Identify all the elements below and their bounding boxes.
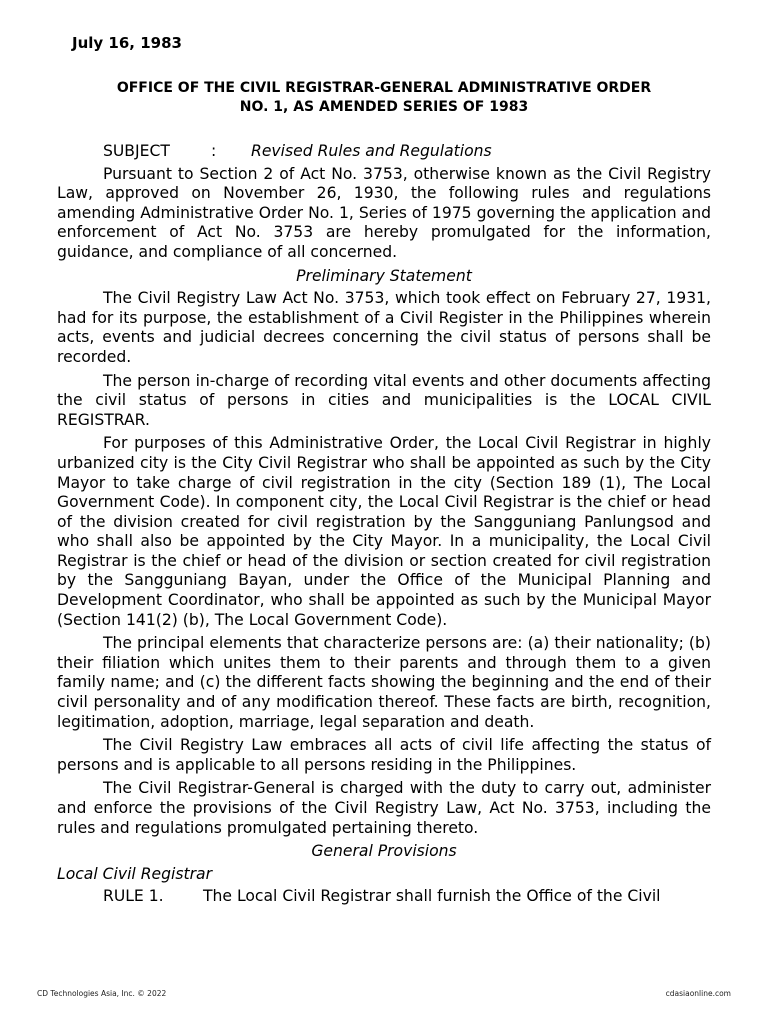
- rule-text: The Local Civil Registrar shall furnish the Office of the Civil: [203, 887, 661, 906]
- subject-label: SUBJECT: [103, 142, 170, 160]
- rule-label: RULE 1.: [103, 887, 164, 906]
- title-line-1: OFFICE OF THE CIVIL REGISTRAR-GENERAL ADMINISTRATIVE ORDER: [116, 80, 652, 96]
- heading-general-provisions: General Provisions: [311, 842, 457, 861]
- document-date: July 16, 1983: [72, 34, 182, 52]
- heading-local-civil-registrar: Local Civil Registrar: [57, 864, 212, 883]
- paragraph: The principal elements that characterize persons are: (a) their nationality; (b) their filiation which unites them to their parents and through them to a given family name; and (c) the different facts showing the beginning and the end of their civil personality and of any modification thereof. These facts are birth, recognition, legitimation, adoption, marriage, legal separation and death.: [57, 634, 711, 731]
- subject-value: Revised Rules and Regulations: [251, 142, 492, 160]
- paragraph-intro: Pursuant to Section 2 of Act No. 3753, otherwise known as the Civil Registry Law, approved on November 26, 1930, the following rules and regulations amending Administrative Order No. 1, Series of 1975 governing the application and enforcement of Act No. 3753 are hereby promulgated for the information, guidance, and compliance of all concerned.: [57, 164, 711, 261]
- paragraph: The Civil Registry Law Act No. 3753, which took effect on February 27, 1931, had for its purpose, the establishment of a Civil Register in the Philippines wherein acts, events and judicial decrees concerning the civil status of persons shall be recorded.: [57, 289, 711, 366]
- footer-site: cdasiaonline.com: [665, 989, 731, 998]
- subject-line: [57, 142, 711, 162]
- paragraph: The Civil Registrar-General is charged with the duty to carry out, administer and enforce the provisions of the Civil Registry Law, Act No. 3753, including the rules and regulations promulgated pertaining thereto.: [57, 779, 711, 837]
- title-line-2: NO. 1, AS AMENDED SERIES OF 1983: [239, 99, 529, 115]
- rule-1: [57, 887, 711, 907]
- paragraph: The person in-charge of recording vital events and other documents affecting the civil status of persons in cities and municipalities is the LOCAL CIVIL REGISTRAR.: [57, 371, 711, 429]
- document-body: [57, 142, 711, 907]
- subject-colon: :: [211, 142, 217, 160]
- paragraph: The Civil Registry Law embraces all acts of civil life affecting the status of persons and is applicable to all persons residing in the Philippines.: [57, 736, 711, 774]
- heading-preliminary-statement: Preliminary Statement: [296, 266, 472, 285]
- footer-copyright: CD Technologies Asia, Inc. © 2022: [37, 989, 167, 998]
- paragraph: For purposes of this Administrative Order, the Local Civil Registrar in highly urbanized city is the City Civil Registrar who shall be appointed as such by the City Mayor to take charge of civil registration in the city (Section 189 (1), The Local Government Code). In component city, the Local Civil Registrar is the chief or head of the division created for civil registration by the Sangguniang Panlungsod and who shall also be appointed by the City Mayor. In a municipality, the Local Civil Registrar is the chief or head of the division or section created for civil registration by the Sangguniang Bayan, under the Office of the Municipal Planning and Development Coordinator, who shall be appointed as such by the Municipal Mayor (Section 141(2) (b), The Local Government Code).: [57, 434, 711, 629]
- document-title: [57, 79, 711, 117]
